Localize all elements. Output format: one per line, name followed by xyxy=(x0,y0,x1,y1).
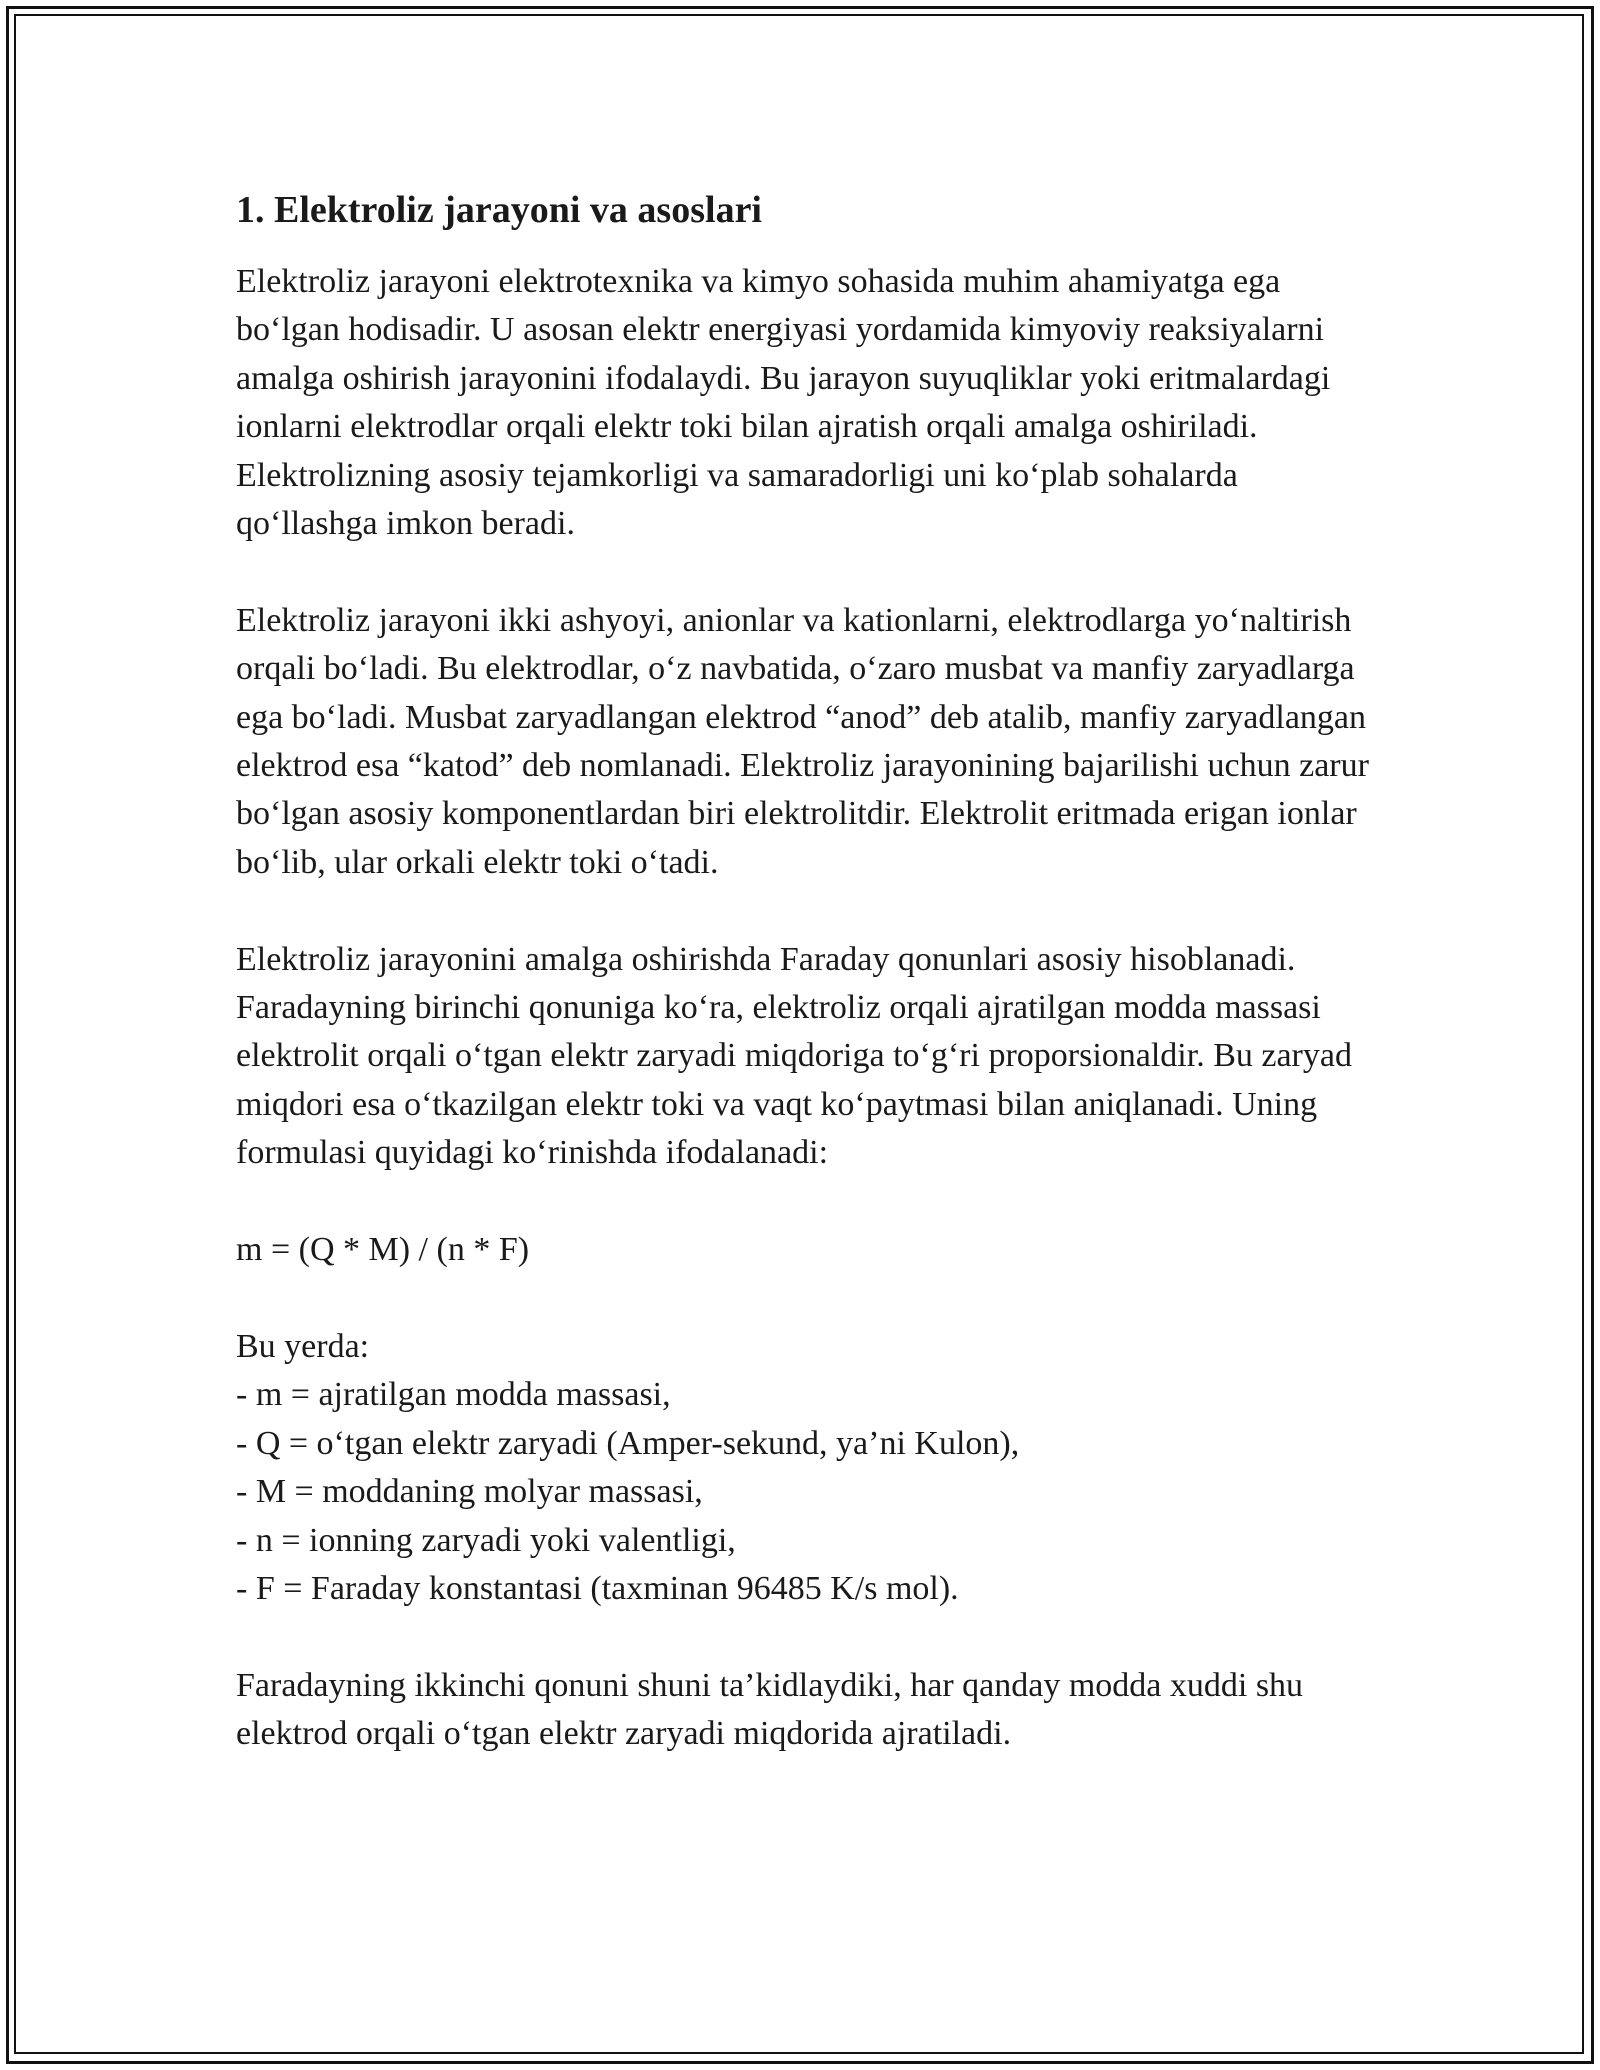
paragraph-faraday-first-law: Elektroliz jarayonini amalga oshirishda Faraday qonunlari asosiy hisoblanadi. Faradayning birinchi qonuniga ko‘ra, elektroliz orqali ajratilgan modda massasi elektrolit orqali o‘tgan elektr zaryadi miqdoriga to‘g‘ri proporsionaldir. Bu zaryad miqdori esa o‘tkazilgan elektr toki va vaqt ko‘paytmasi bilan aniqlanadi. Uning formulasi quyidagi ko‘rinishda ifodalanadi: xyxy=(236,940,1352,1172)
paragraph-faraday-second-law: Faradayning ikkinchi qonuni shuni ta’kidlaydiki, har qanday modda xuddi shu elektrod orqali o‘tgan elektr zaryadi miqdorida ajratiladi. xyxy=(236,1666,1304,1753)
faraday-formula: m = (Q * M) / (n * F) xyxy=(236,1231,530,1269)
formula-legend xyxy=(236,1323,1386,1613)
legend-item-m: - m = ajratilgan modda massasi, xyxy=(236,1376,671,1414)
legend-item-q: - Q = o‘tgan elektr zaryadi (Amper-sekund, ya’ni Kulon), xyxy=(236,1424,1020,1462)
legend-item-molar-mass: - M = moddaning molyar massasi, xyxy=(236,1473,703,1511)
document-body xyxy=(236,186,1386,1807)
section-heading: 1. Elektroliz jarayoni va asoslari xyxy=(236,189,762,231)
paragraph-electrodes: Elektroliz jarayoni ikki ashyoyi, anionlar va kationlarni, elektrodlarga yo‘naltirish orqali bo‘ladi. Bu elektrodlar, o‘z navbatida, o‘zaro musbat va manfiy zaryadlarga ega bo‘ladi. Musbat zaryadlangan elektrod “anod” deb atalib, manfiy zaryadlangan elektrod esa “katod” deb nomlanadi. Elektroliz jarayonining bajarilishi uchun zarur bo‘lgan asosiy komponentlardan biri elektrolitdir. Elektrolit eritmada erigan ionlar bo‘lib, ular orkali elektr toki o‘tadi. xyxy=(236,601,1369,881)
legend-item-n: - n = ionning zaryadi yoki valentligi, xyxy=(236,1521,736,1559)
paragraph-intro: Elektroliz jarayoni elektrotexnika va kimyo sohasida muhim ahamiyatga ega bo‘lgan hodisadir. U asosan elektr energiyasi yordamida kimyoviy reaksiyalarni amalga oshirish jarayonini ifodalaydi. Bu jarayon suyuqliklar yoki eritmalardagi ionlarni elektrodlar orqali elektr toki bilan ajratish orqali amalga oshiriladi. Elektrolizning asosiy tejamkorligi va samaradorligi uni ko‘plab sohalarda qo‘llashga imkon beradi. xyxy=(236,263,1331,543)
legend-item-f: - F = Faraday konstantasi (taxminan 96485 K/s mol). xyxy=(236,1569,959,1607)
legend-intro: Bu yerda: xyxy=(236,1327,370,1365)
